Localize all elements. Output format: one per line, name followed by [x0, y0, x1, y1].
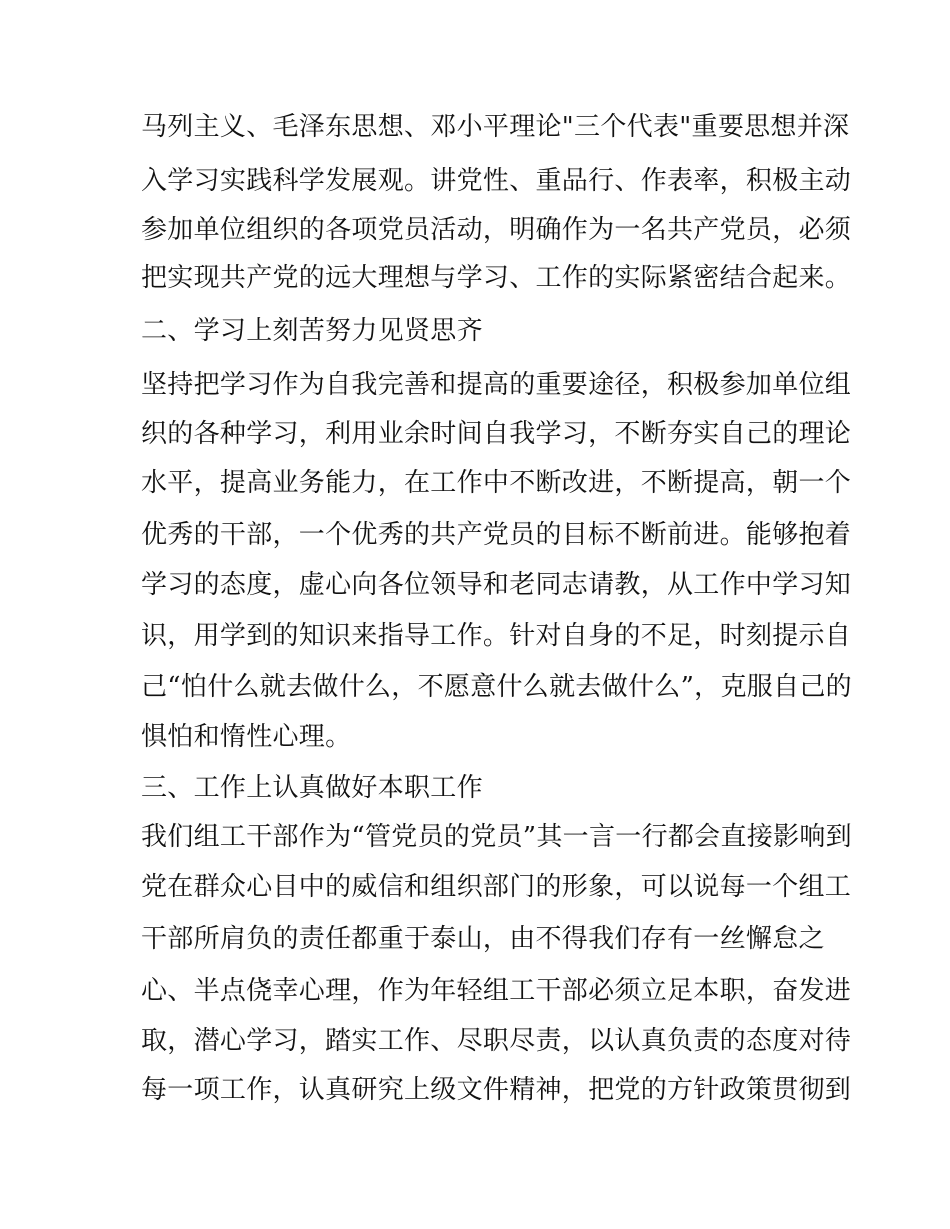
- text-line: 心、半点侥幸心理，作为年轻组工干部必须立足本职，奋发进: [141, 976, 852, 1006]
- text-line: 水平，提高业务能力，在工作中不断改进，不断提高，朝一个: [141, 468, 852, 498]
- text-line: 织的各种学习，利用业余时间自我学习，不断夯实自己的理论: [141, 419, 852, 449]
- text-line: 干部所肩负的责任都重于泰山，由不得我们存有一丝懈怠之: [141, 924, 825, 954]
- text-line: 马列主义、毛泽东思想、邓小平理论"三个代表"重要思想并深: [141, 112, 850, 142]
- text-line: 入学习实践科学发展观。讲党性、重品行、作表率，积极主动: [141, 166, 852, 196]
- text-line: 惧怕和惰性心理。: [141, 722, 352, 752]
- text-line: 学习的态度，虚心向各位领导和老同志请教，从工作中学习知: [141, 570, 852, 600]
- section-heading: 二、学习上刻苦努力见贤思齐: [141, 316, 483, 346]
- text-line: 坚持把学习作为自我完善和提高的重要途径，积极参加单位组: [141, 370, 852, 400]
- text-line: 己“怕什么就去做什么，不愿意什么就去做什么”，克服自己的: [141, 672, 852, 702]
- text-line: 党在群众心目中的威信和组织部门的形象，可以说每一个组工: [141, 872, 852, 902]
- text-line: 优秀的干部，一个优秀的共产党员的目标不断前进。能够抱着: [141, 520, 852, 550]
- text-line: 识，用学到的知识来指导工作。针对自身的不足，时刻提示自: [141, 621, 852, 651]
- text-line: 我们组工干部作为“管党员的党员”其一言一行都会直接影响到: [141, 822, 852, 852]
- text-line: 取，潜心学习，踏实工作、尽职尽责，以认真负责的态度对待: [141, 1026, 852, 1056]
- text-line: 把实现共产党的远大理想与学习、工作的实际紧密结合起来。: [141, 263, 852, 293]
- text-line: 参加单位组织的各项党员活动，明确作为一名共产党员，必须: [141, 215, 852, 245]
- text-line: 每一项工作，认真研究上级文件精神，把党的方针政策贯彻到: [141, 1075, 852, 1105]
- section-heading: 三、工作上认真做好本职工作: [141, 773, 483, 803]
